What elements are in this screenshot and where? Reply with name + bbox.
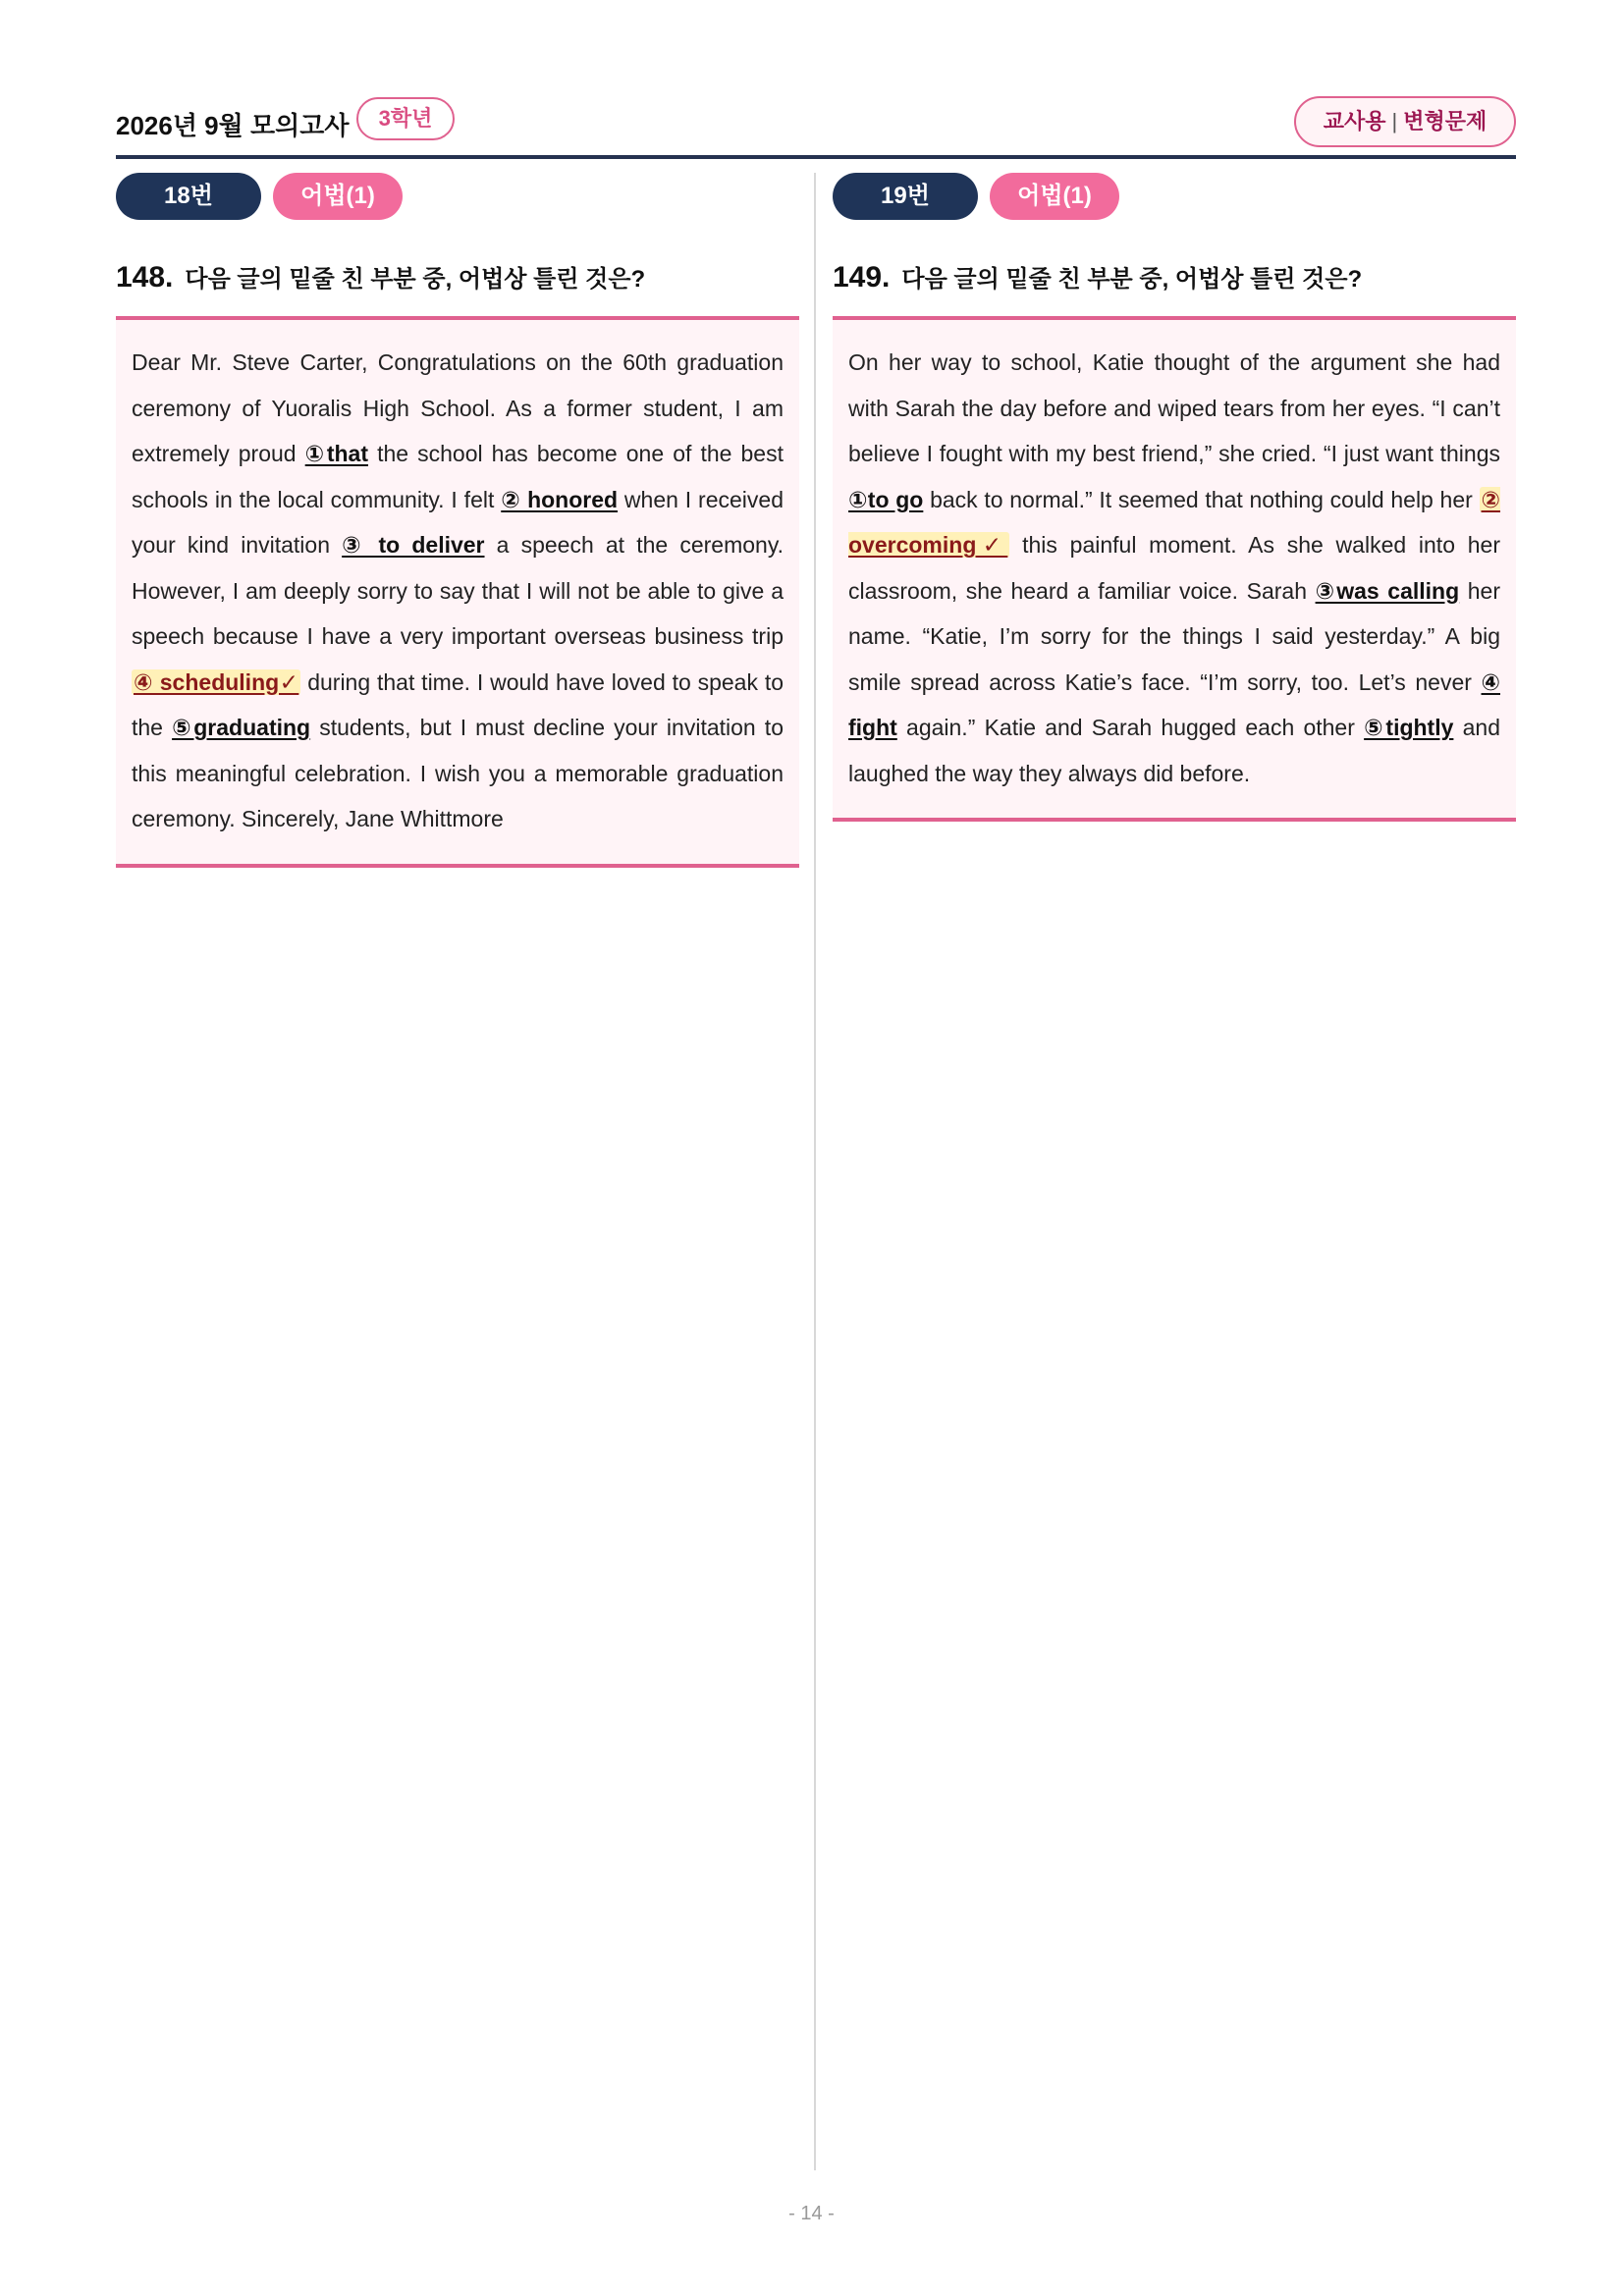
category-tag: 어법(1) (273, 173, 403, 220)
passage-box (116, 316, 799, 868)
passage-text: and laughed the way they always did before. (848, 715, 1500, 786)
underlined-choice-5: ⑤tightly (1364, 715, 1454, 740)
page-header (116, 96, 1516, 157)
item-number-tag: 18번 (116, 173, 261, 220)
question-heading (116, 259, 799, 298)
passage-text: back to normal.” It seemed that nothing could help her (923, 486, 1480, 512)
underlined-choice-5: ⑤graduating (172, 715, 311, 740)
underlined-choice-3: ③ to deliver (342, 532, 485, 558)
question-heading (833, 259, 1516, 298)
header-rule (116, 155, 1516, 159)
passage-text: a speech at the ceremony. However, I am deeply sorry to say that I will not be able to give a speech because I have a very important overseas business trip (132, 532, 784, 649)
question-text: 다음 글의 밑줄 친 부분 중, 어법상 틀린 것은? (901, 266, 1363, 293)
category-tag: 어법(1) (990, 173, 1119, 220)
teacher-label: 교사용 (1323, 109, 1386, 133)
question-number: 149. (833, 261, 891, 294)
item-number-tag: 19번 (833, 173, 978, 220)
passage-text: again.” Katie and Sarah hugged each other (896, 715, 1365, 740)
underlined-choice-3: ③was calling (1315, 577, 1460, 604)
exam-title: 2026년 9월 모의고사 (116, 111, 350, 140)
passage-box (833, 316, 1516, 822)
passage-text: the school has become one of the best schools in the local community. I felt (132, 441, 784, 512)
tag-row (833, 173, 1516, 222)
passage-text: this painful moment. As she walked into her classroom, she heard a familiar voice. Sarah (848, 532, 1500, 604)
question-column-right (833, 173, 1516, 786)
question-number: 148. (116, 261, 174, 294)
passage-text: On her way to school, Katie thought of the argument she had with Sarah the day before and wiped tears from her eyes. “I can’t believe I fought with my best friend,” she cried. “I just want things (848, 349, 1500, 466)
underlined-choice-1: ①that (304, 441, 368, 466)
question-text: 다음 글의 밑줄 친 부분 중, 어법상 틀린 것은? (185, 266, 646, 293)
badge-separator: | (1391, 109, 1398, 133)
teacher-edition-badge (1294, 96, 1516, 147)
passage-text: when I received your kind invitation (132, 486, 784, 558)
answer-choice-4: ④ scheduling✓ (134, 668, 299, 695)
underlined-choice-2: ② honored (501, 486, 619, 512)
variant-label: 변형문제 (1403, 109, 1488, 133)
grade-badge: 3학년 (356, 97, 455, 140)
page-number: - 14 - (788, 2203, 835, 2224)
underlined-choice-4: ④ fight (848, 668, 1500, 740)
answer-choice-2: ② overcoming✓ (848, 486, 1501, 558)
passage-text: her name. “Katie, I’m sorry for the things I said yesterday.” A big smile spread across Katie’s face. “I’m sorry, too. Let’s never (848, 577, 1500, 695)
underlined-choice-1: ①to go (848, 486, 924, 512)
passage-text: Dear Mr. Steve Carter, Congratulations on the 60th graduation ceremony of Yuoralis High School. As a former student, I am extremely proud (132, 349, 784, 466)
question-column-left (116, 173, 799, 831)
passage-text: students, but I must decline your invitation to this meaningful celebration. I wish you a memorable graduation ceremony. Sincerely, Jane Whittmore (132, 715, 784, 831)
passage-text: during that time. I would have loved to speak to the (132, 668, 784, 740)
tag-row (116, 173, 799, 222)
column-divider (814, 173, 816, 2170)
